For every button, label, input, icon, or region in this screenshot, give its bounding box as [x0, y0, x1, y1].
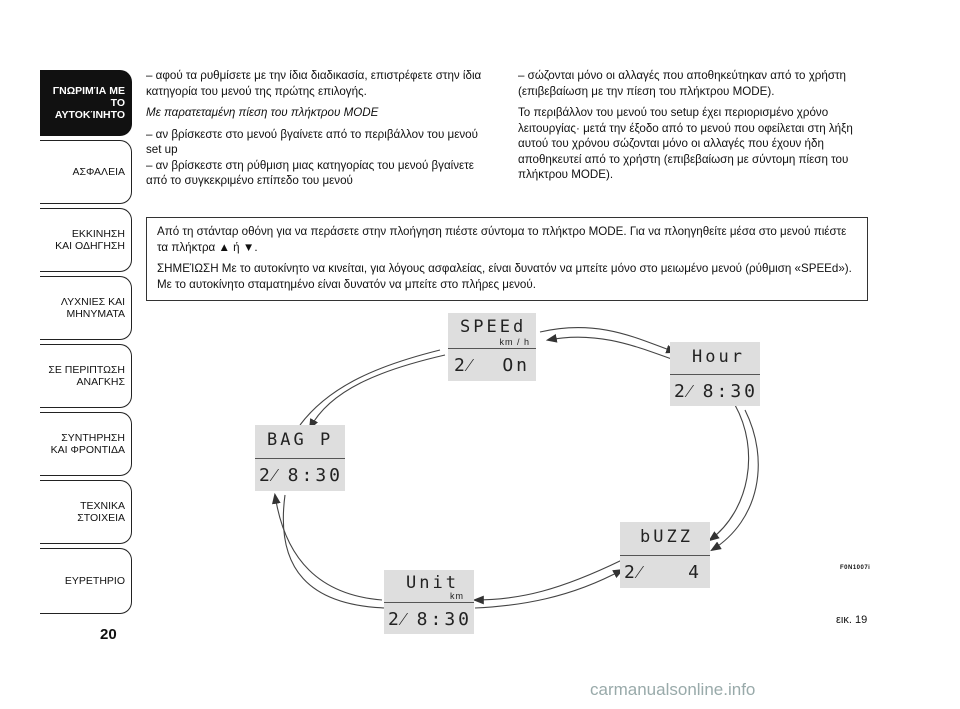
arrow — [548, 337, 680, 362]
tab-label: ΣΤΟΙΧΕΙΑ — [77, 512, 125, 524]
lcd-top-text: BAG P — [267, 430, 334, 450]
tab-label: ΤΟ ΑΥΤΟΚΊΝΗΤΟ — [54, 97, 125, 121]
arrow — [275, 495, 382, 600]
lcd-top-text: bUZZ — [640, 527, 693, 547]
figure-code: F0N1007i — [840, 565, 871, 571]
arrow — [475, 560, 622, 600]
lcd-speed — [448, 313, 536, 381]
lcd-unit: km / h — [499, 337, 530, 347]
tab-label: ΛΥΧΝΙΕΣ ΚΑΙ — [60, 296, 125, 308]
divider — [670, 374, 760, 375]
tab-label: ΓΝΩΡΙΜΊΑ ΜΕ — [52, 85, 125, 97]
lcd-top-text: SPEEd — [460, 317, 527, 337]
tab-label: ΕΥΡΕΤΗΡΙΟ — [64, 575, 125, 587]
lcd-bag — [255, 425, 345, 491]
notice-paragraph: Από τη στάνταρ οθόνη για να περάσετε στην πλοήγηση πιέστε σύντομα το πλήκτρο MODE. Για να πλοηγηθείτε μέσα στο μενού πιέστε τα πλήκτρα ▲ ή ▼. — [157, 225, 847, 254]
lcd-unit: km — [450, 591, 464, 601]
tab-label: ΚΑΙ ΦΡΟΝΤΙΔΑ — [50, 444, 125, 456]
tab-label: ΑΝΑΓΚΗΣ — [76, 376, 125, 388]
lcd-value: On — [502, 354, 530, 376]
lcd-value: 4 — [688, 561, 702, 583]
tab-label: ΣΕ ΠΕΡΙΠΤΩΣΗ — [48, 364, 125, 376]
figure-label: εικ. 19 — [836, 614, 868, 626]
arrow — [310, 355, 445, 428]
paragraph-italic: Με παρατεταμένη πίεση του πλήκτρου MODE — [146, 106, 379, 119]
fuel-icon: 2⁄ — [624, 561, 644, 583]
watermark: carmanualsonline.info — [590, 680, 756, 699]
paragraph: – αν βρίσκεστε στη ρύθμιση μιας κατηγορίας του μενού βγαίνετε από το συγκεκριμένο επίπεδο του μενού — [146, 158, 474, 187]
lcd-hour — [670, 342, 760, 406]
fuel-icon: 2⁄ — [674, 380, 694, 402]
divider — [384, 602, 474, 603]
tab-label: ΚΑΙ ΟΔΗΓΗΣΗ — [55, 240, 125, 252]
divider — [620, 555, 710, 556]
lcd-unit-setting — [384, 570, 474, 634]
paragraph: – αν βρίσκεστε στο μενού βγαίνετε από το περιβάλλον του μενού set up — [146, 127, 478, 156]
lcd-buzz — [620, 522, 710, 588]
tab-label: ΣΥΝΤΗΡΗΣΗ — [61, 432, 125, 444]
tab-label: ΤΕΧΝΙΚΑ — [80, 500, 125, 512]
tab-label: ΑΣΦΑΛΕΙΑ — [72, 166, 125, 178]
lcd-value: 8:30 — [702, 380, 758, 402]
notice-note: ΣΗΜΕΊΩΣΗ Με το αυτοκίνητο να κινείται, για λόγους ασφαλείας, είναι δυνατόν να μπείτε μόνο στο μειωμένο μενού (ρύθμιση «SPEEd»). Με το αυτοκίνητο σταματημένο είναι δυνατόν να μπείτε στο πλήρες μενού. — [157, 262, 852, 291]
fuel-icon: 2⁄ — [388, 608, 408, 630]
page-number: 20 — [100, 626, 117, 643]
arrow — [283, 495, 385, 608]
paragraph: – σώζονται μόνο οι αλλαγές που αποθηκεύτηκαν από το χρήστη (επιβεβαίωση με την πίεση του πλήκτρου MODE). — [518, 69, 847, 98]
paragraph: – αφού τα ρυθμίσετε με την ίδια διαδικασία, επιστρέφετε στην ίδια κατηγορία του μενού της πρώτης επιλογής. — [146, 69, 482, 98]
lcd-value: 8:30 — [416, 608, 472, 630]
tab-label: ΕΚΚΙΝΗΣΗ — [71, 228, 125, 240]
arrow — [712, 410, 758, 550]
paragraph: Το περιβάλλον του μενού του setup έχει περιορισμένο χρόνο λειτουργίας· μετά την έξοδο από το μενού που οφείλεται στη λήξη αυτού του χρόνου σώζονται μόνο οι αλλαγές που έχουν ήδη αποθηκευτεί από το χρήστη (επιβεβαίωση με σύντομη πίεση του πλήκτρου MODE). — [518, 106, 853, 181]
divider — [448, 348, 536, 349]
tab-label: ΜΗΝΥΜΑΤΑ — [66, 308, 125, 320]
divider — [255, 458, 345, 459]
lcd-value: 8:30 — [287, 464, 343, 486]
fuel-icon: 2⁄ — [259, 464, 279, 486]
fuel-icon: 2⁄ — [454, 354, 474, 376]
lcd-top-text: Hour — [692, 347, 745, 367]
lcd-top-text: Unit — [406, 573, 459, 593]
